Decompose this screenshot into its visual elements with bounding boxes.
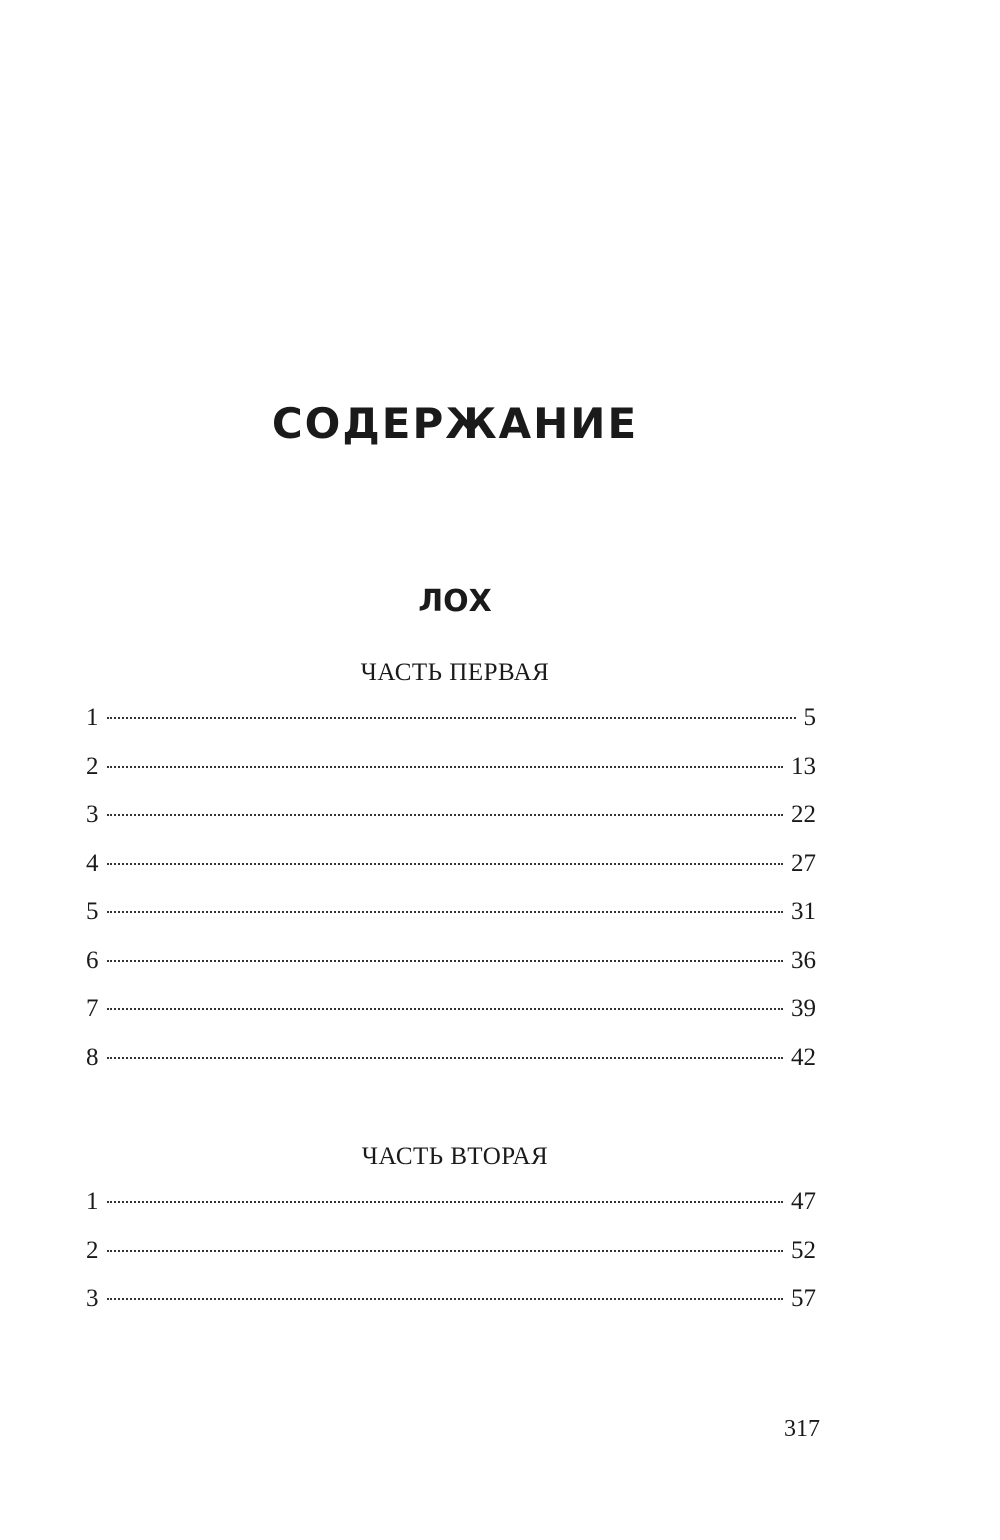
dot-leader (107, 1298, 784, 1300)
chapter-number: 6 (86, 946, 99, 974)
work-title: ЛОХ (418, 583, 492, 619)
toc-entry (86, 749, 816, 798)
page-ref: 22 (791, 801, 816, 828)
dot-leader (107, 911, 784, 913)
chapter-number: 1 (86, 704, 99, 731)
page-ref: 27 (791, 849, 816, 877)
toc-entry (86, 894, 816, 943)
chapter-number: 2 (86, 752, 99, 780)
part-heading: ЧАСТЬ ПЕРВАЯ (360, 659, 550, 686)
chapter-number: 2 (86, 1236, 99, 1264)
contents-title: СОДЕРЖАНИЕ (271, 399, 639, 449)
part-two (0, 1139, 910, 1312)
toc-list (86, 700, 816, 1088)
toc-list (86, 1184, 816, 1330)
toc-entry (86, 991, 816, 1040)
dot-leader (107, 1201, 784, 1203)
page-ref: 36 (791, 946, 816, 974)
toc-entry (86, 1040, 816, 1089)
dot-leader (107, 814, 784, 816)
dot-leader (107, 717, 796, 719)
page-ref: 39 (791, 995, 816, 1022)
chapter-number: 4 (86, 849, 99, 877)
part-heading: ЧАСТЬ ВТОРАЯ (361, 1143, 549, 1170)
part-one (0, 655, 910, 1071)
page-ref: 13 (791, 752, 816, 780)
page-number: 317 (784, 1416, 820, 1442)
page-ref: 52 (791, 1236, 816, 1264)
dot-leader (107, 863, 784, 865)
toc-entry (86, 1233, 816, 1282)
chapter-number: 5 (86, 898, 99, 925)
chapter-number: 3 (86, 1285, 99, 1312)
toc-entry (86, 700, 816, 749)
page-ref: 42 (791, 1043, 816, 1071)
page-ref: 5 (803, 704, 816, 731)
page-ref: 57 (791, 1285, 816, 1312)
chapter-number: 1 (86, 1188, 99, 1215)
toc-entry (86, 846, 816, 895)
chapter-number: 8 (86, 1043, 99, 1071)
chapter-number: 7 (86, 995, 99, 1022)
toc-entry (86, 797, 816, 846)
page-ref: 47 (791, 1188, 816, 1215)
toc-entry (86, 1281, 816, 1330)
dot-leader (107, 1057, 784, 1059)
toc-entry (86, 1184, 816, 1233)
page-ref: 31 (791, 898, 816, 925)
dot-leader (107, 960, 784, 962)
dot-leader (107, 1250, 784, 1252)
toc-entry (86, 943, 816, 992)
dot-leader (107, 1008, 784, 1010)
dot-leader (107, 766, 784, 768)
chapter-number: 3 (86, 801, 99, 828)
